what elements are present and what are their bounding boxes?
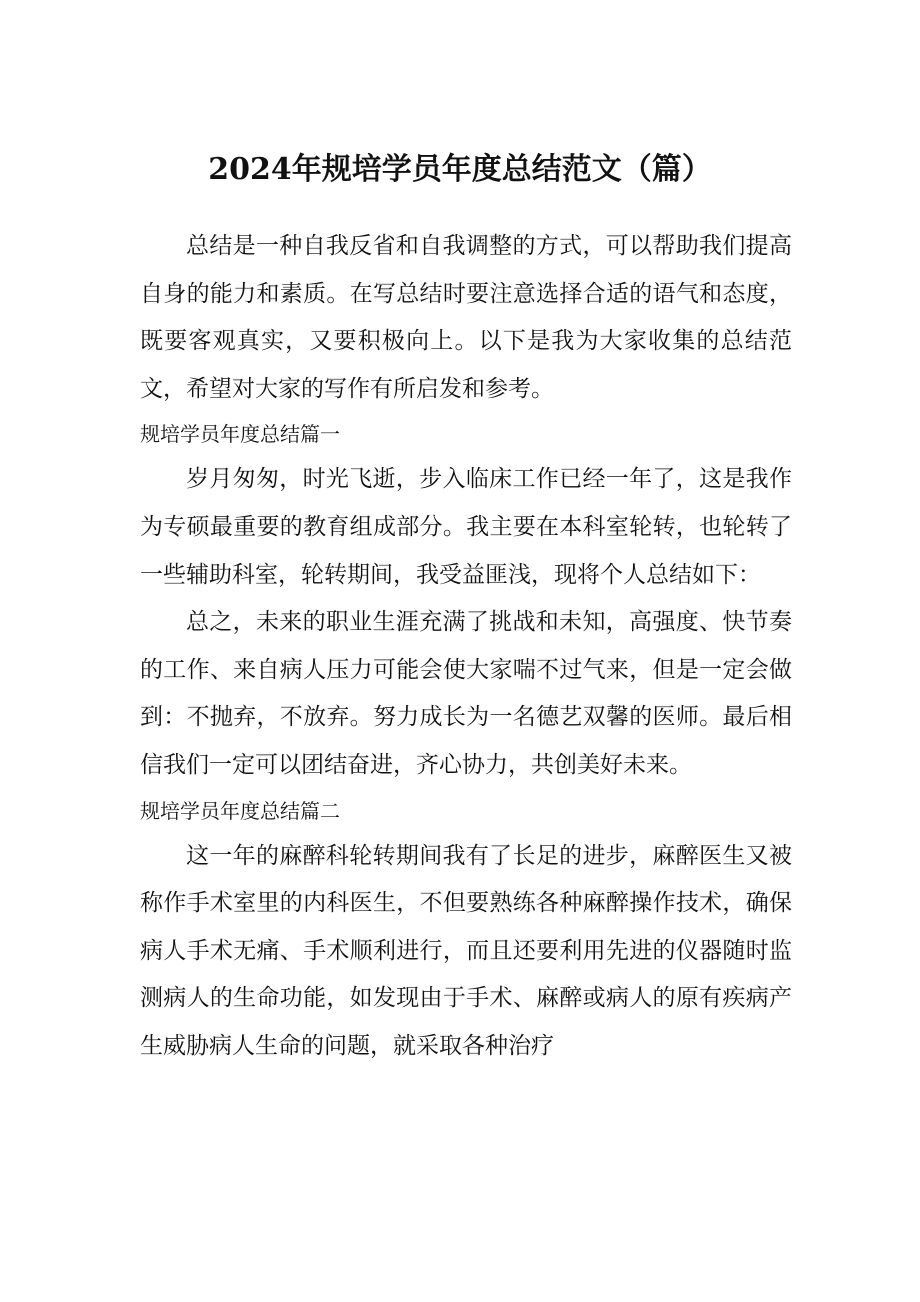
- document-title: 2024年规培学员年度总结范文（篇）: [208, 152, 712, 187]
- section-heading-1: 规培学员年度总结篇一: [140, 422, 340, 447]
- document-body: [140, 223, 792, 1071]
- section-heading-2: 规培学员年度总结篇二: [140, 798, 340, 823]
- section-1-paragraph-2: 总之，未来的职业生涯充满了挑战和未知，高强度、快节奏的工作、来自病人压力可能会使大家喘不过气来，但是一定会做到：不抛弃，不放弃。努力成长为一名德艺双馨的医师。最后相信我们一定可以团结奋进，齐心协力，共创美好未来。: [140, 609, 792, 778]
- section-1-paragraph-1: 岁月匆匆，时光飞逝，步入临床工作已经一年了，这是我作为专硕最重要的教育组成部分。我主要在本科室轮转，也轮转了一些辅助科室，轮转期间，我受益匪浅，现将个人总结如下：: [140, 466, 792, 588]
- section-2-paragraph-1: 这一年的麻醉科轮转期间我有了长足的进步，麻醉医生又被称作手术室里的内科医生，不但要熟练各种麻醉操作技术，确保病人手术无痛、手术顺利进行，而且还要利用先进的仪器随时监测病人的生命功能，如发现由于手术、麻醉或病人的原有疾病产生威胁病人生命的问题，就采取各种治疗: [140, 842, 792, 1059]
- intro-paragraph: 总结是一种自我反省和自我调整的方式，可以帮助我们提高自身的能力和素质。在写总结时要注意选择合适的语气和态度，既要客观真实，又要积极向上。以下是我为大家收集的总结范文，希望对大家的写作有所启发和参考。: [140, 233, 792, 402]
